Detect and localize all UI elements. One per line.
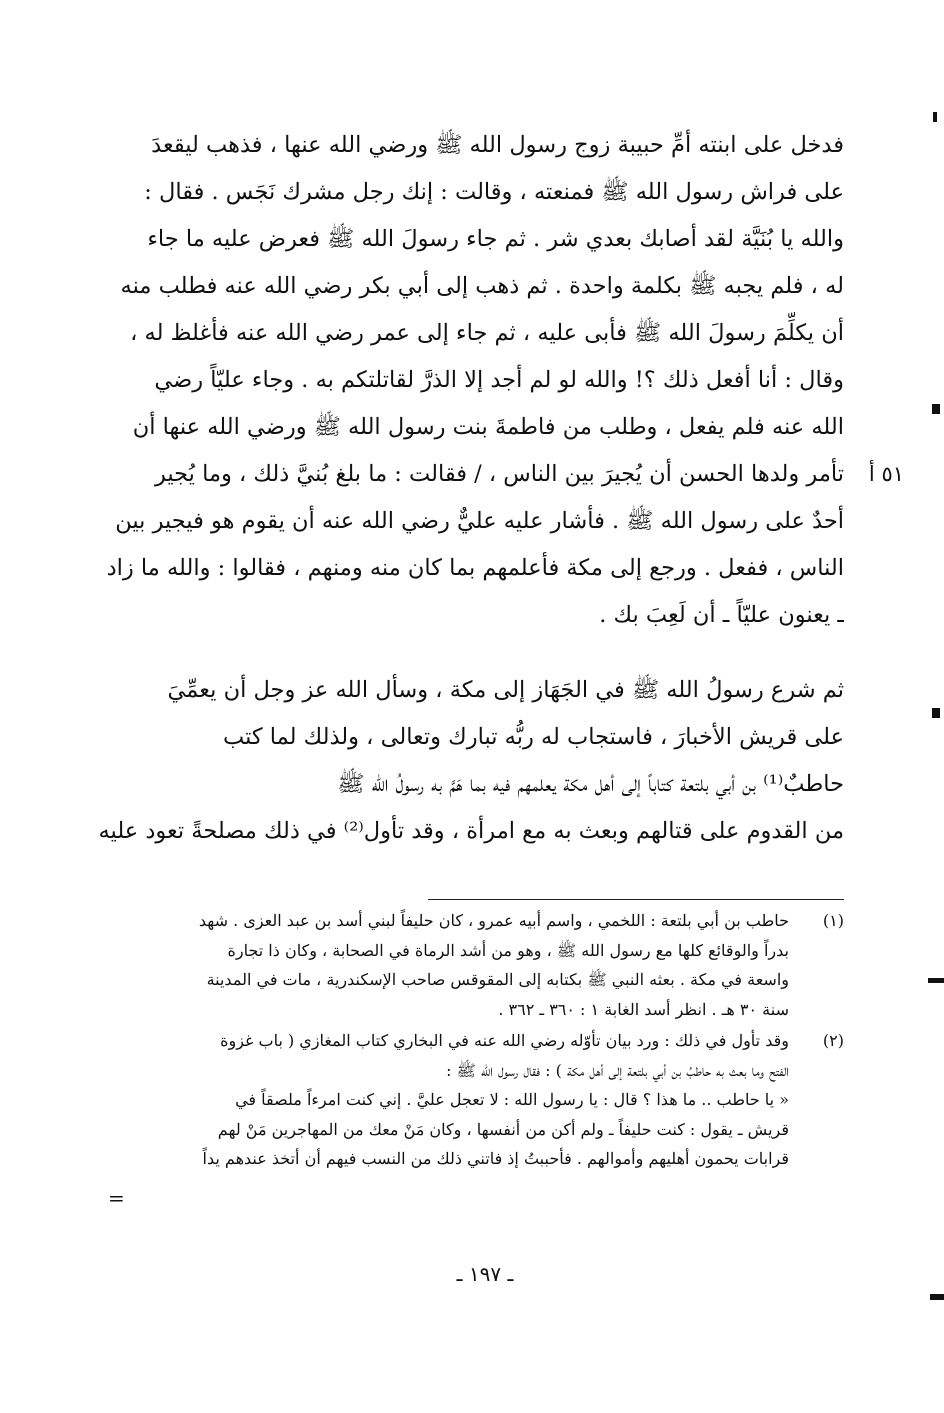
paragraph-1 bbox=[92, 122, 844, 639]
footnote-line: بدراً والوقائع كلها مع رسول الله ﷺ ، وهو من أشد الرماة في الصحابة ، وكان ذا تجارة bbox=[227, 940, 789, 960]
text-line: الله عنه فلم يفعل ، وطلب من فاطمةَ بنت رسول الله ﷺ ورضي الله عنها أن bbox=[132, 414, 844, 440]
footnote-line: الفتح وما بعث به حاطبُ بن أبي بلتعة إلى أهل مكة ) : فقال رسول الله ﷺ : bbox=[446, 1060, 789, 1080]
footnote-line: وقد تأول في ذلك : ورد بيان تأوّله رضي الله عنه في البخاري كتاب المغازي ( باب غزوة bbox=[220, 1031, 789, 1050]
footnote-number: (١) bbox=[822, 911, 844, 930]
text-line: ـ يعنون عليّاً ـ أن لَعِبَ بك . bbox=[599, 602, 844, 628]
footnote-line: سنة ٣٠ هـ . انظر أسد الغابة ١ : ٣٦٠ ـ ٣٦٢ . bbox=[498, 999, 789, 1019]
text-line: فدخل على ابنته أمِّ حبيبة زوج رسول الله ﷺ ورضي الله عنها ، فذهب ليقعدَ bbox=[151, 132, 844, 158]
footnote-line: حاطب بن أبي بلتعة : اللخمي ، واسم أبيه عمرو ، كان حليفاً لبني أسد بن عبد العزى . شهد bbox=[198, 911, 789, 930]
text-line: ثم شرع رسولُ الله ﷺ في الجَهَاز إلى مكة ، وسأل الله عز وجل أن يعمِّيَ bbox=[167, 677, 844, 703]
footnote-divider bbox=[428, 899, 844, 900]
main-text bbox=[92, 122, 844, 855]
footnote-line: قريش ـ يقول : كنت حليفاً ـ ولم أكن من أنفسها ، وكان مَنْ معك من المهاجرين مَنْ لهم bbox=[217, 1119, 789, 1139]
continuation-mark: = bbox=[108, 1186, 125, 1210]
text-line: على فراش رسول الله ﷺ فمنعته ، وقالت : إنك رجل مشرك نَجَس . فقال : bbox=[144, 179, 844, 205]
text-line: والله يا بُنَيَّة لقد أصابك بعدي شر . ثم جاء رسولَ الله ﷺ فعرض عليه ما جاء bbox=[147, 226, 844, 252]
text-line: أحدٌ على رسول الله ﷺ . فأشار عليه عليٌّ رضي الله عنه أن يقوم هو فيجير بين bbox=[115, 508, 844, 534]
footnote-1 bbox=[92, 906, 844, 1024]
footnote-line: قرابات يحمون أهليهم وأموالهم . فأحببتُ إذ فاتني ذلك من النسب فيهم أن أتخذ عندهم يداً bbox=[202, 1149, 789, 1168]
text-line: أن يكلِّمَ رسولَ الله ﷺ فأبى عليه ، ثم جاء إلى عمر رضي الله عنه فأغلظ له ، bbox=[130, 320, 844, 346]
manuscript-folio-note: ٥١ أ bbox=[868, 462, 904, 486]
text-line: تأمر ولدها الحسن أن يُجيرَ بين الناس ، / فقالت : ما بلغ بُنيَّ ذلك ، وما يُجير bbox=[154, 461, 844, 487]
paragraph-2 bbox=[92, 667, 844, 855]
footnote-line: « يا حاطب .. ما هذا ؟ قال : يا رسول الله : لا تعجل عليَّ . إني كنت امرءاً ملصقاً في bbox=[235, 1090, 789, 1109]
text-line: وقال : أنا أفعل ذلك ؟! والله لو لم أجد إلا الذرَّ لقاتلتكم به . وجاء عليّاً رضي bbox=[154, 367, 844, 393]
edge-tab-mark bbox=[932, 404, 940, 414]
text-line: من القدوم على قتالهم وبعث به مع امرأة ، وقد تأول⁽²⁾ في ذلك مصلحةً تعود عليه bbox=[98, 818, 844, 844]
edge-tab-mark bbox=[933, 112, 937, 122]
text-line: حاطبٌ⁽¹⁾ بن أبي بلتعة كتاباً إلى أهل مكة يعلمهم فيه بما هَمَّ به رسولُ الله ﷺ bbox=[337, 771, 844, 797]
text-line: الناس ، ففعل . ورجع إلى مكة فأعلمهم بما كان منه ومنهم ، فقالوا : والله ما زاد bbox=[106, 555, 844, 581]
edge-tab-mark bbox=[928, 978, 944, 983]
paragraph-gap bbox=[92, 639, 844, 667]
footnote-2 bbox=[92, 1026, 844, 1174]
text-line: على قريش الأخبارَ ، فاستجاب له ربُّه تبارك وتعالى ، ولذلك لما كتب bbox=[223, 724, 844, 750]
text-line: له ، فلم يجبه ﷺ بكلمة واحدة . ثم ذهب إلى أبي بكر رضي الله عنه فطلب منه bbox=[120, 273, 844, 299]
edge-tab-mark bbox=[930, 1294, 944, 1300]
footnotes bbox=[92, 906, 844, 1176]
footnote-number: (٢) bbox=[822, 1031, 844, 1050]
page-number: ـ ١٩٧ ـ bbox=[456, 1262, 514, 1286]
edge-tab-mark bbox=[932, 708, 940, 718]
footnote-line: واسعة في مكة . بعثه النبي ﷺ بكتابه إلى المقوقس صاحب الإسكندرية ، مات في المدينة bbox=[206, 970, 789, 989]
